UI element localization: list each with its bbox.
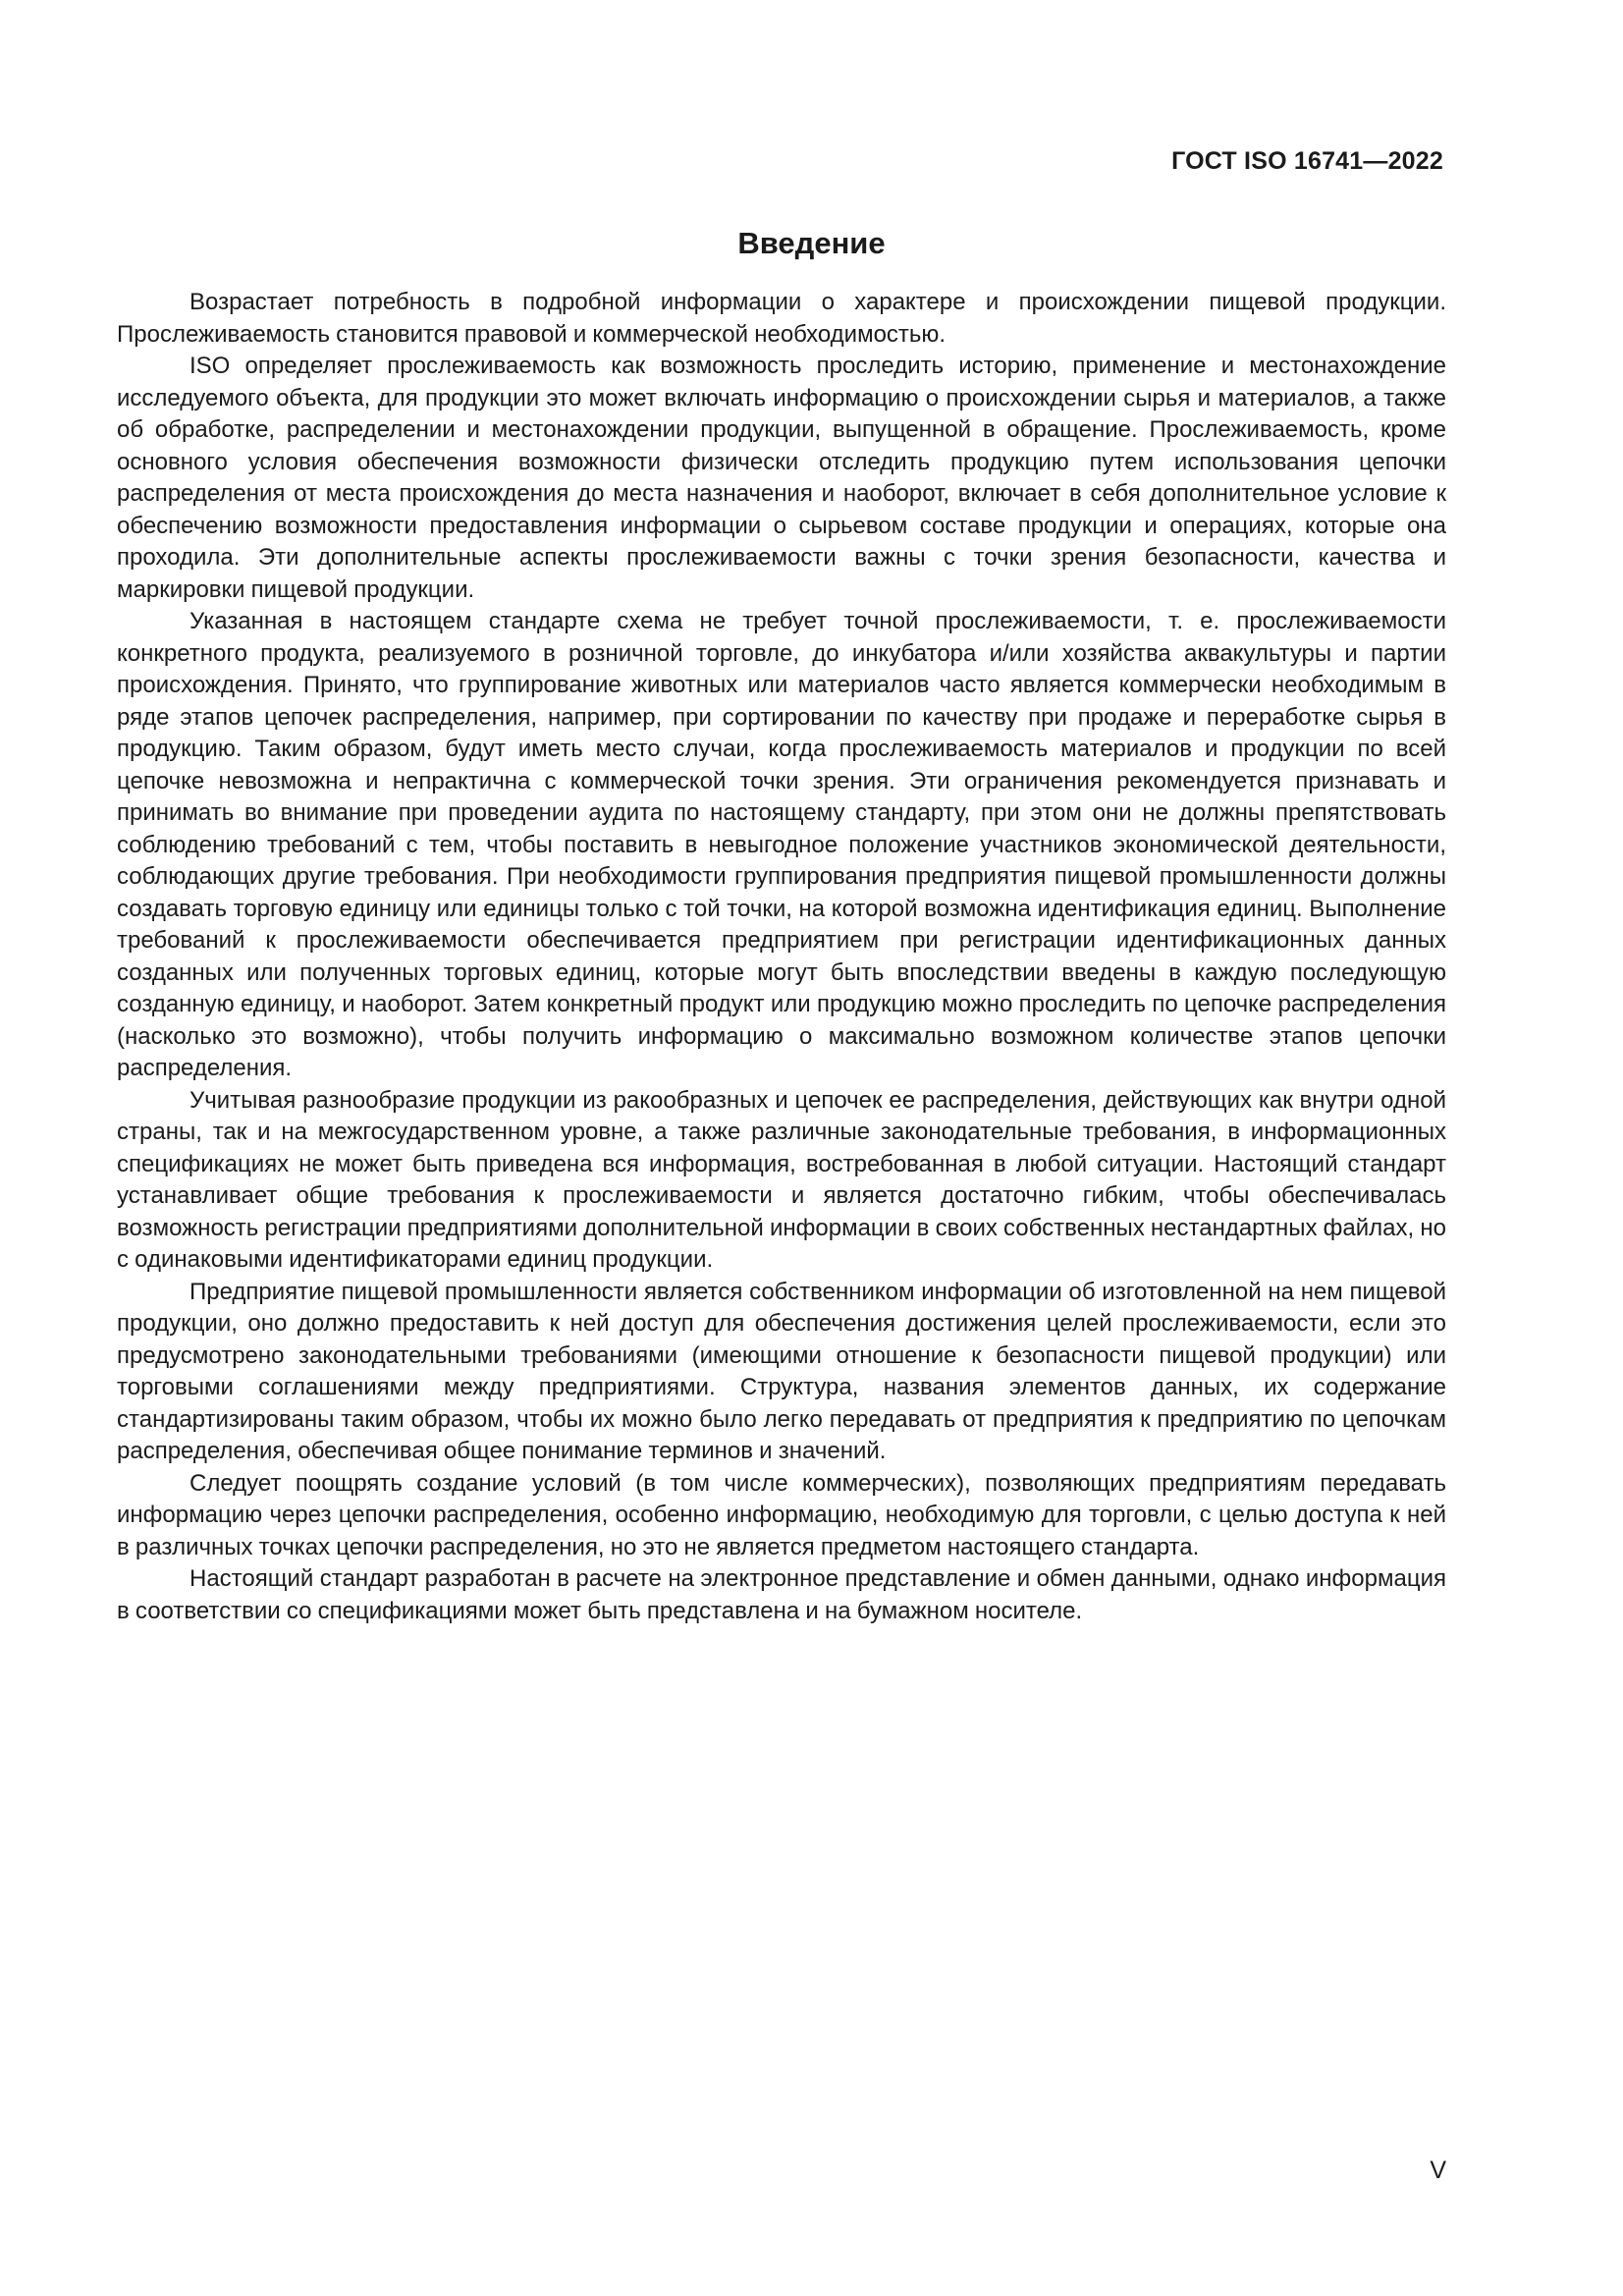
paragraph: ISO определяет прослеживаемость как возможность проследить историю, применение и местонахождение исследуемого объекта, для продукции это может включать информацию о происхождении сырья и материалов, а также об обработке, распределении и местонахождении продукции, выпущенной в обращение. Прослеживаемость, кроме основного условия обеспечения возможности физически отследить продукцию путем использования цепочки распределения от места происхождения до места назначения и наоборот, включает в себя дополнительное условие к обеспечению возможности предоставления информации о сырьевом составе продукции и операциях, которые она проходила. Эти дополнительные аспекты прослеживаемости важны с точки зрения безопасности, качества и маркировки пищевой продукции. — [117, 353, 1446, 603]
paragraph: Следует поощрять создание условий (в том числе коммерческих), позволяющих предприятиям передавать информацию через цепочки распределения, особенно информацию, необходимую для торговли, с целью доступа к ней в различных точках цепочки распределения, но это не является предметом настоящего стандарта. — [117, 1469, 1446, 1560]
paragraph: Указанная в настоящем стандарте схема не требует точной прослеживаемости, т. е. прослеживаемости конкретного продукта, реализуемого в розничной торговле, до инкубатора и/или хозяйства аквакультуры и партии происхождения. Принято, что группирование животных или материалов часто является коммерчески необходимым в ряде этапов цепочек распределения, например, при сортировании по качеству при продаже и переработке сырья в продукцию. Таким образом, будут иметь место случаи, когда прослеживаемость материалов и продукции по всей цепочке невозможна и непрактична с коммерческой точки зрения. Эти ограничения рекомендуется признавать и принимать во внимание при проведении аудита по настоящему стандарту, при этом они не должны препятствовать соблюдению требований с тем, чтобы поставить в невыгодное положение участников экономической деятельности, соблюдающих другие требования. При необходимости группирования предприятия пищевой промышленности должны создавать торговую единицу или единицы только с той точки, на которой возможна идентификация единиц. Выполнение требований к прослеживаемости обеспечивается предприятием при регистрации идентификационных данных созданных или полученных торговых единиц, которые могут быть впоследствии введены в каждую последующую созданную единицу, и наоборот. Затем конкретный продукт или продукцию можно проследить по цепочке распределения (насколько это возможно), чтобы получить информацию о максимально возможном количестве этапов цепочки распределения. — [117, 608, 1446, 1081]
page-number: V — [1430, 2157, 1446, 2184]
paragraph: Возрастает потребность в подробной информации о характере и происхождении пищевой продукции. Прослеживаемость становится правовой и коммерческой необходимостью. — [117, 289, 1446, 348]
paragraph: Предприятие пищевой промышленности является собственником информации об изготовленной на нем пищевой продукции, оно должно предоставить к ней доступ для обеспечения достижения целей прослеживаемости, если это предусмотрено законодательными требованиями (имеющими отношение к безопасности пищевой продукции) или торговыми соглашениями между предприятиями. Структура, названия элементов данных, их содержание стандартизированы таким образом, чтобы их можно было легко передавать от предприятия к предприятию по цепочкам распределения, обеспечивая общее понимание терминов и значений. — [117, 1278, 1446, 1464]
document-header: ГОСТ ISO 16741—2022 — [1171, 147, 1443, 175]
paragraph: Настоящий стандарт разработан в расчете на электронное представление и обмен данными, однако информация в соответствии со спецификациями может быть представлена и на бумажном носителе. — [117, 1565, 1446, 1624]
section-title: Введение — [737, 226, 886, 260]
section-body — [117, 287, 1446, 1627]
paragraph: Учитывая разнообразие продукции из ракообразных и цепочек ее распределения, действующих как внутри одной страны, так и на межгосударственном уровне, а также различные законодательные требования, в информационных спецификациях не может быть приведена вся информация, востребованная в любой ситуации. Настоящий стандарт устанавливает общие требования к прослеживаемости и является достаточно гибким, чтобы обеспечивалась возможность регистрации предприятиями дополнительной информации в своих собственных нестандартных файлах, но с одинаковыми идентификаторами единиц продукции. — [117, 1086, 1446, 1273]
